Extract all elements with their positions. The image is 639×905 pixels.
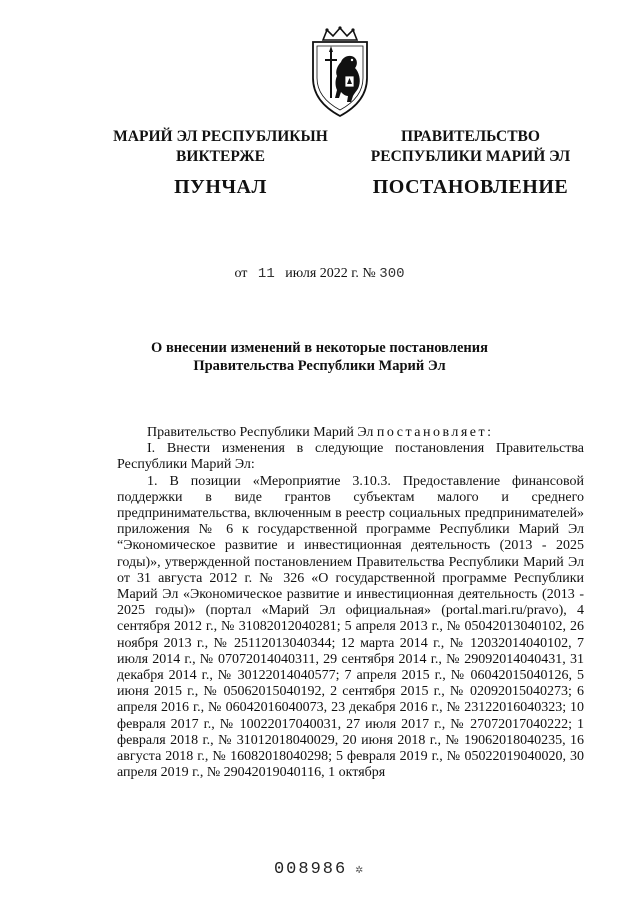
intro-text: Правительство Республики Марий Эл	[147, 425, 377, 440]
header-left-line1: МАРИЙ ЭЛ РЕСПУБЛИКЫН	[113, 128, 328, 145]
date-prefix: от	[234, 266, 248, 281]
coat-of-arms-bear-icon	[305, 26, 375, 118]
body-item-1-1: 1. В позиции «Мероприятие 3.10.3. Предоставление финансовой поддержки в виде грантов субъектам малого и среднего предпринимательства, включенным в реестр социальных предпринимателей» приложения № 6 к государственной программе Республики Марий Эл “Экономическое развитие и инвестиционная деятельность (2013 - 2025 годы)», утвержденной постановлением Правительства Республики Марий Эл от 31 августа 2012 г. № 326 «О государственной программе Республики Марий Эл «Экономическое развитие и инвестиционная деятельность (2013 - 2025 годы)» (портал «Марий Эл официальная» (portal.mari.ru/pravo), 4 сентября 2012 г., № 31082012040281; 5 апреля 2013 г., № 05042013040102, 26 ноября 2013 г., № 25112013040344; 12 марта 2014 г., № 12032014040102, 7 июля 2014 г., № 07072014040311, 29 сентября 2014 г., № 29092014040431, 31 декабря 2014 г., № 30122014040577; 7 апреля 2015 г., № 06042015040126, 5 июня 2015 г., № 05062015040192, 2 сентября 2015 г., № 02092015040273; 6 апреля 2016 г., № 06042016040073, 23 декабря 2016 г., № 23122016040323; 10 февраля 2017 г., № 10022017040031, 27 июля 2017 г., № 27072017040222; 1 февраля 2018 г., № 31012018040029, 20 июня 2018 г., № 19062018040235, 16 августа 2018 г., № 16082018040298; 5 февраля 2019 г., № 05022019040020, 30 апреля 2019 г., № 29042019040116, 1 октября	[117, 473, 584, 781]
document-body	[117, 425, 584, 781]
header-left-line2: ВИКТЕРЖЕ	[176, 148, 265, 165]
document-title	[0, 339, 639, 375]
serial-mark-icon: ✲	[355, 862, 366, 877]
header-right-title: ПОСТАНОВЛЕНИЕ	[372, 176, 569, 198]
serial-number	[0, 860, 639, 879]
header-right-org	[358, 127, 583, 167]
body-intro	[117, 425, 584, 441]
header-left-org	[108, 127, 333, 167]
date-day: 11	[257, 266, 275, 282]
date-month-year: июля 2022 г. №	[285, 266, 376, 281]
title-line2: Правительства Республики Марий Эл	[193, 358, 446, 374]
serial-digits: 008986	[273, 860, 348, 879]
header-right-line2: РЕСПУБЛИКИ МАРИЙ ЭЛ	[370, 148, 571, 165]
header-left-title: ПУНЧАЛ	[174, 176, 267, 198]
document-number: 300	[379, 266, 405, 282]
document-date-line	[0, 266, 639, 282]
title-line1: О внесении изменений в некоторые постановления	[151, 340, 488, 356]
header-right-line1: ПРАВИТЕЛЬСТВО	[401, 128, 540, 145]
intro-decree-word: постановляет:	[376, 425, 494, 440]
body-item-1: I. Внести изменения в следующие постановления Правительства Республики Марий Эл:	[117, 441, 584, 473]
